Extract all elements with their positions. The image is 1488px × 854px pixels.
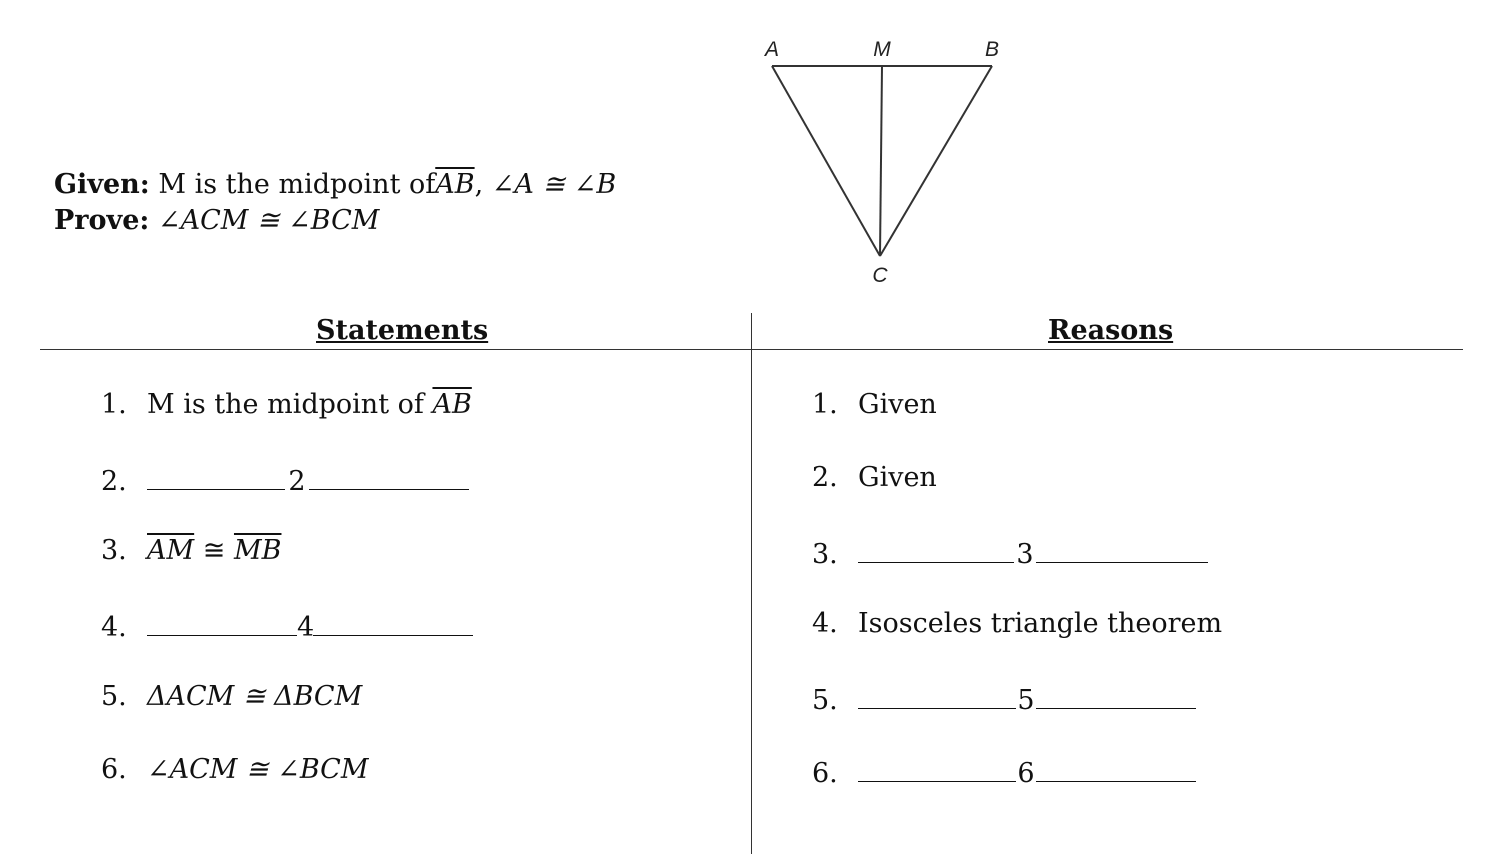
statement-row-3 [101,534,281,568]
blank-label: 2 [288,466,306,497]
statement-text: M is the midpoint of [147,389,424,420]
statement-number: 2. [101,466,127,497]
segment-bc [880,66,992,256]
answer-blank-left[interactable] [858,534,1014,563]
answer-blank-right[interactable] [1036,680,1196,709]
statement-number: 1. [101,389,127,420]
answer-blank-left[interactable] [147,607,297,636]
blank-label: 5 [1017,685,1035,716]
prove-angle-statement: ∠ACM ≅ ∠BCM [157,205,380,236]
statement-segment-am: $\overline{AM}$ [147,535,195,566]
reason-number: 5. [812,685,838,716]
answer-blank-left[interactable] [147,461,285,490]
given-line [54,168,616,202]
reason-text: Isosceles triangle theorem [858,608,1223,639]
blank-label: 6 [1017,758,1035,789]
answer-blank-left[interactable] [858,753,1016,782]
vertex-label-a: A [764,38,780,61]
reason-number: 4. [812,608,838,639]
answer-blank-right[interactable] [1036,753,1196,782]
answer-blank-right[interactable] [313,607,473,636]
statement-segment: $\overline{AB}$ [432,389,472,420]
reason-row-3 [812,534,1208,572]
table-column-divider [751,313,752,854]
reasons-header: Reasons [1048,315,1174,346]
reason-text: Given [858,389,937,420]
statement-text: ∠ACM ≅ ∠BCM [147,754,369,785]
given-comma: , [474,169,484,200]
congruent-symbol: ≅ [202,535,226,566]
prove-label: Prove: [54,205,150,236]
given-angle-statement: ∠A ≅ ∠B [491,169,617,200]
statement-row-1 [101,388,472,422]
segment-ac [772,66,880,256]
prove-line [54,204,379,238]
vertex-label-c: C [872,264,888,287]
statement-number: 5. [101,681,127,712]
statement-number: 6. [101,754,127,785]
statement-text: ΔACM ≅ ΔBCM [147,681,363,712]
given-text: M is the midpoint of [158,169,436,200]
reason-row-5 [812,680,1196,718]
statement-number: 3. [101,535,127,566]
reason-number: 6. [812,758,838,789]
reason-row-2 [812,461,937,495]
vertex-label-m: M [873,38,891,61]
answer-blank-left[interactable] [858,680,1016,709]
statement-row-6 [101,753,368,787]
given-label: Given: [54,169,150,200]
blank-label: 3 [1016,539,1034,570]
triangle-figure [750,30,1020,292]
statement-number: 4. [101,612,127,643]
reason-number: 1. [812,389,838,420]
given-segment: $\overline{AB}$ [435,169,475,200]
segment-mc [880,66,882,256]
blank-label: 4 [297,612,315,643]
answer-blank-right[interactable] [1036,534,1208,563]
reason-number: 2. [812,462,838,493]
reason-row-4 [812,607,1222,641]
answer-blank-right[interactable] [309,461,469,490]
reason-text: Given [858,462,937,493]
statement-row-5 [101,680,362,714]
reason-row-1 [812,388,937,422]
statement-row-4 [101,607,473,645]
statement-segment-mb: $\overline{MB}$ [233,535,282,566]
statement-row-2 [101,461,469,499]
statements-header: Statements [316,315,489,346]
reason-number: 3. [812,539,838,570]
reason-row-6 [812,753,1196,791]
vertex-label-b: B [984,38,1000,61]
